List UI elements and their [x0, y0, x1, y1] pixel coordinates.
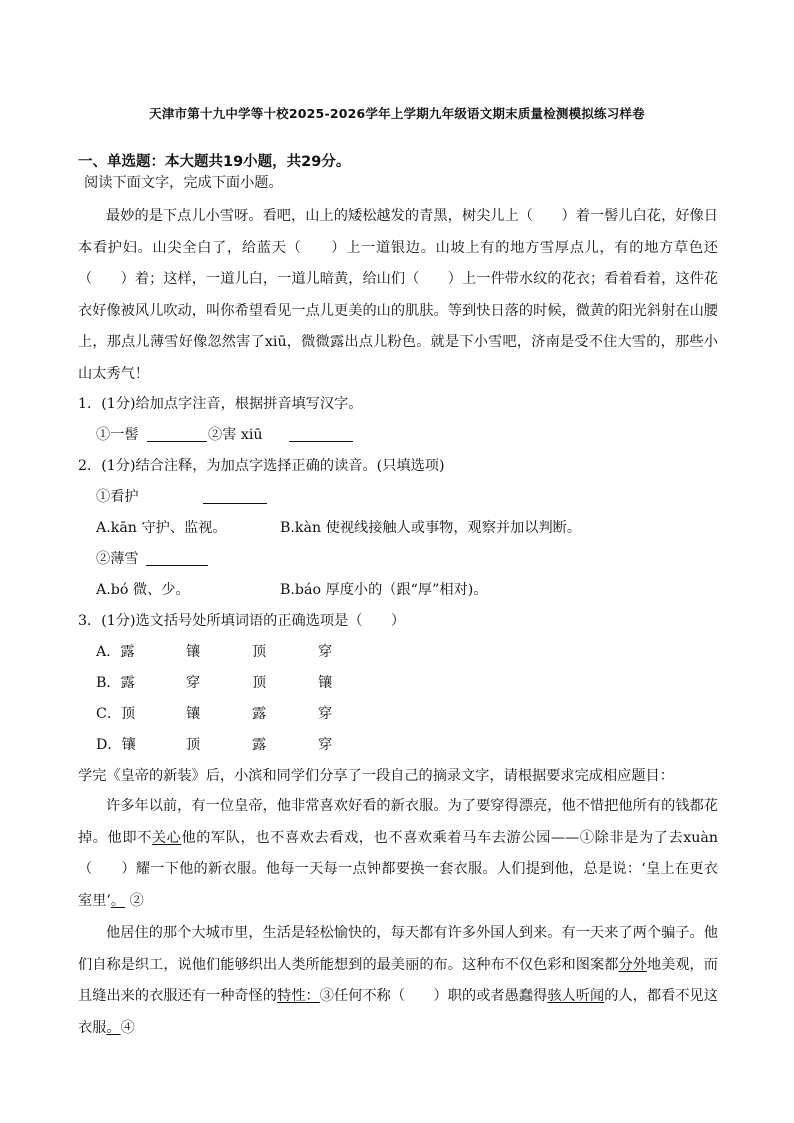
passage-2-intro: 学完《皇帝的新装》后，小滨和同学们分享了一段自己的摘录文字，请根据要求完成相应题目：: [78, 768, 674, 784]
underlined-word: 特性：: [277, 988, 320, 1005]
question-2-stem: 2．(1分)结合注释，为加点字选择正确的读音。(只填选项): [78, 458, 445, 474]
question-1-stem: 1．(1分)给加点字注音，根据拼音填写汉字。: [78, 396, 363, 412]
option-word: 穿: [318, 737, 333, 753]
text-run: ②: [125, 892, 144, 909]
section-heading: 一、单选题：本大题共19小题，共29分。: [78, 154, 351, 170]
question-1-item-1: [96, 425, 139, 445]
option-word: 顶: [252, 644, 267, 660]
question-2-item-1: ①看护: [96, 489, 139, 505]
option-word: 穿: [318, 644, 333, 660]
underlined-word: 骇人听闻: [547, 988, 605, 1005]
passage-1: 最妙的是下点儿小雪呀。看吧，山上的矮松越发的青黑，树尖儿上（ ）着一髻儿白花，好像日本看护妇。山尖全白了，给蓝天（ ）上一道银边。山坡上有的地方雪厚点儿，有的地方草色还（ ）着；这样，一道儿白，一道儿暗黄，给山们（ ）上一件带水纹的花衣；看着看着，这件花衣好像被风儿吹动，叫你希望看见一点儿更美的山的肌肤。等到快日落的时候，微黄的阳光斜射在山腰上，那点儿薄雪好像忽然害了xiū，微微露出点儿粉色。就是下小雪吧，济南是受不住大雪的，那些小山太秀气！: [78, 208, 718, 382]
question-2-item-2: ②薄雪: [96, 551, 139, 567]
option-word: 镶: [186, 706, 201, 722]
question-1-item-1-label: ①一髻: [96, 427, 139, 443]
option-word: 穿: [318, 706, 333, 722]
option-word: 镶: [186, 644, 201, 660]
passage-2-paragraph-2: [78, 918, 718, 1044]
question-3-stem: 3．(1分)选文括号处所填词语的正确选项是（ ）: [78, 613, 406, 629]
option-label: A．露: [96, 644, 135, 660]
underlined-word: 关心: [151, 829, 182, 846]
option-word: 露: [252, 737, 267, 753]
question-1-item-2: ②害 xiū: [208, 427, 263, 443]
option-word: 顶: [186, 737, 201, 753]
option-label: D．镶: [96, 737, 136, 753]
text-run: 的人，都看不见这衣服: [78, 988, 718, 1036]
reading-instruction: 阅读下面文字，完成下面小题。: [84, 175, 283, 191]
text-run: 他的军队，也不喜欢去看戏，也不喜欢乘着马车去游公园——①除非是为了去xuàn（ ）耀一下他的新衣服。他每一天每一点钟都要换一套衣服。人们提到他，总是说：‘皇上在更衣室里’: [78, 829, 718, 909]
option-word: 镶: [318, 675, 333, 691]
text-run: 许多年以前，有一位皇帝，他非常喜欢好看的新衣服。为了要穿得漂亮，他不惜把他所有的钱都花掉。他即不: [78, 798, 718, 846]
underlined-mark: 。: [110, 892, 126, 909]
option-label: B．露: [96, 675, 135, 691]
option-word: 露: [252, 706, 267, 722]
text-run: 地美观，而且缝出来的衣服还有一种奇怪的: [78, 956, 718, 1005]
option-word: 顶: [252, 675, 267, 691]
option-label: C．顶: [96, 706, 136, 722]
question-2-item-2-option-a: A.bó 微、少。: [96, 582, 190, 598]
answer-blank-2[interactable]: [289, 427, 353, 442]
option-word: 穿: [186, 675, 201, 691]
underlined-mark: 。: [106, 1019, 121, 1036]
text-run: ④: [120, 1019, 135, 1036]
underlined-word: 分外: [618, 956, 647, 973]
page-title: 天津市第十九中学等十校2025-2026学年上学期九年级语文期末质量检测模拟练习样卷: [149, 106, 645, 121]
text-run: 他居住的那个大城市里，生活是轻松愉快的，每天都有许多外国人到来。有一天来了两个骗子。他们自称是织工，说他们能够织出人类所能想到的最美丽的布。这种布不仅色彩和图案都: [78, 925, 718, 973]
question-2-item-2-option-b: B.báo 厚度小的（跟“厚”相对)。: [280, 582, 488, 598]
text-run: ③任何不称（ ）职的或者愚蠢得: [319, 988, 548, 1005]
answer-blank-4[interactable]: [146, 551, 208, 566]
answer-blank-3[interactable]: [203, 489, 267, 504]
answer-blank-1[interactable]: [147, 427, 207, 442]
question-2-item-1-option-a: A.kān 守护、监视。: [96, 520, 227, 536]
passage-2-paragraph-1: [78, 791, 718, 917]
question-2-item-1-option-b: B.kàn 使视线接触人或事物，观察并加以判断。: [280, 520, 582, 536]
